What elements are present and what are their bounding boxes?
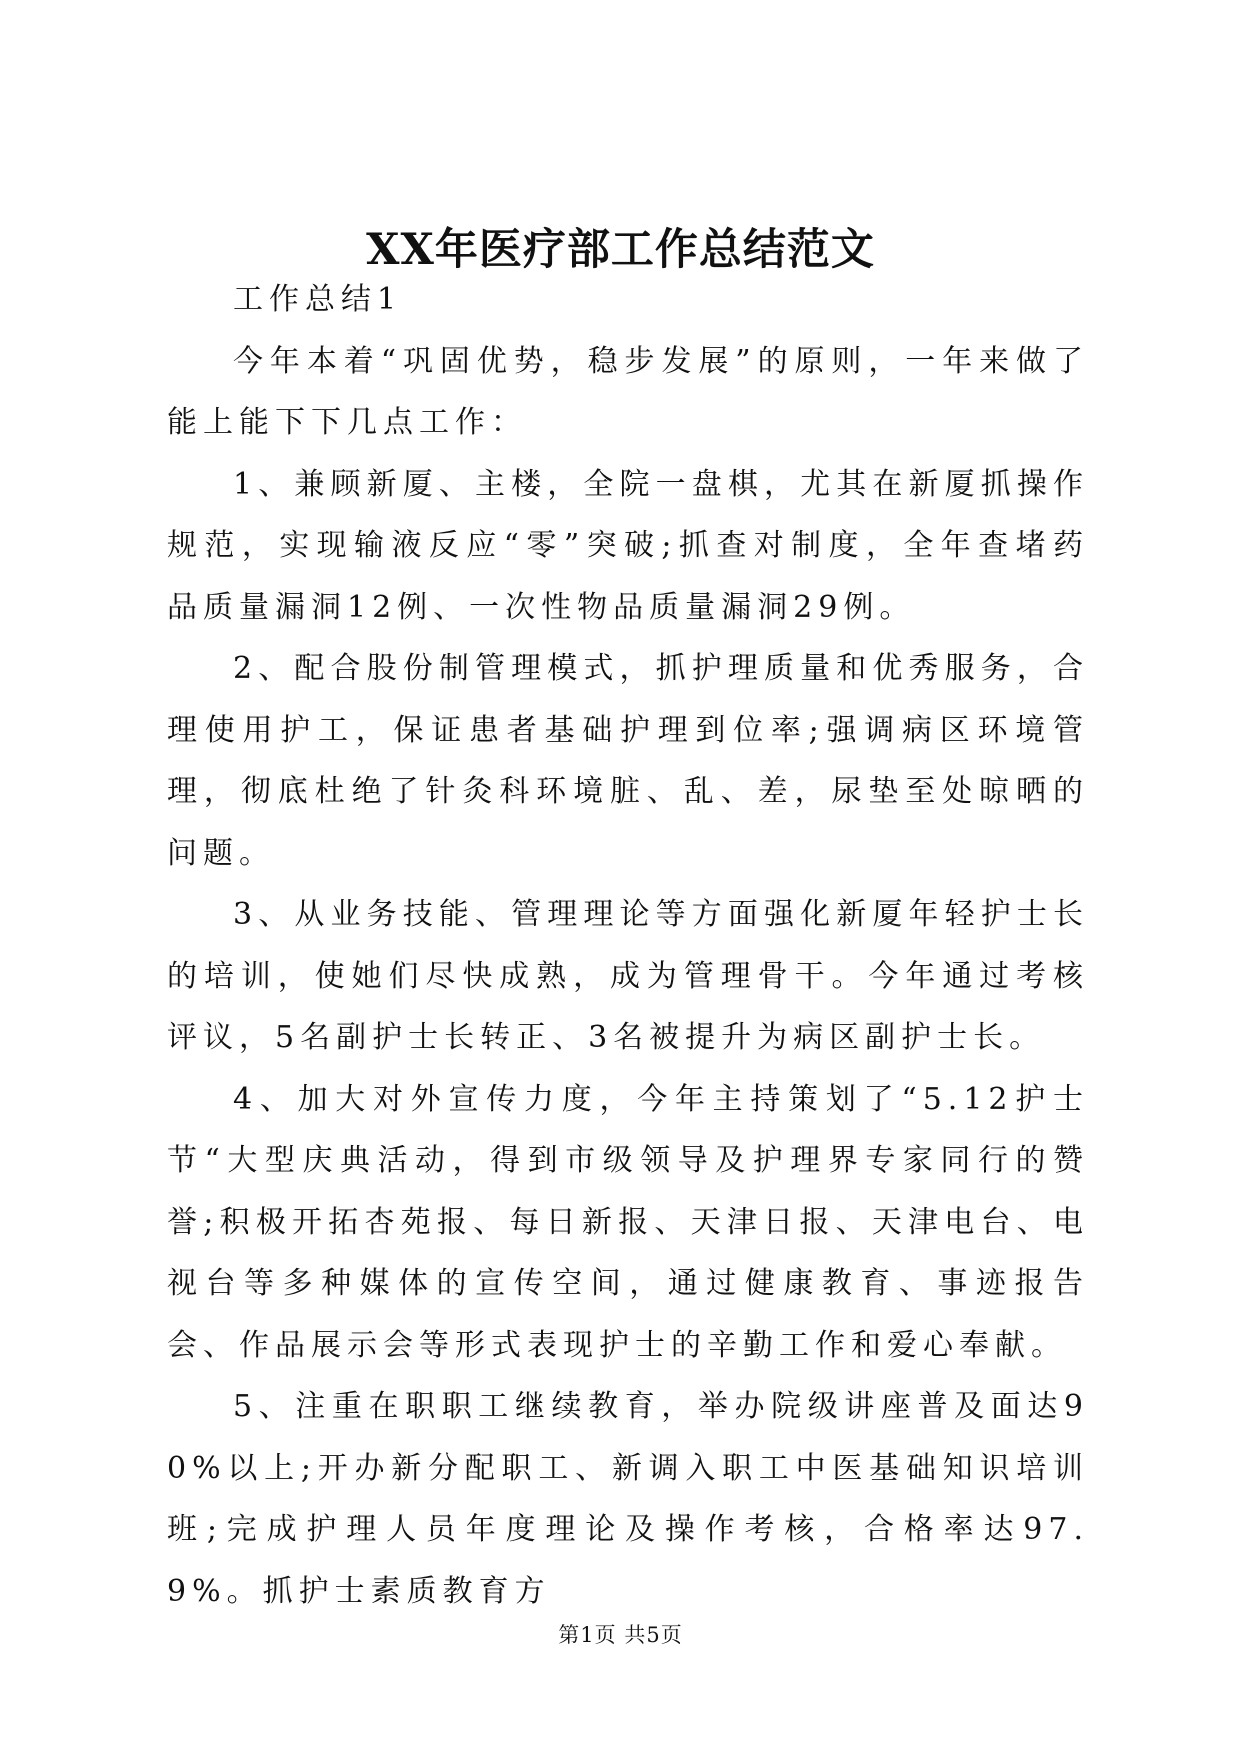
paragraph-item-4: 4、加大对外宣传力度，今年主持策划了“5.12护士节“大型庆典活动，得到市级领导及护理界专家同行的赞誉;积极开拓杏苑报、每日新报、天津日报、天津电台、电视台等多种媒体的宣传空间，通过健康教育、事迹报告会、作品展示会等形式表现护士的辛勤工作和爱心奉献。 [167, 1081, 1089, 1363]
paragraph-item-2: 2、配合股份制管理模式，抓护理质量和优秀服务，合理使用护工，保证患者基础护理到位率;强调病区环境管理，彻底杜绝了针灸科环境脏、乱、差，尿垫至处晾晒的问题。 [167, 651, 1089, 871]
paragraph-intro: 今年本着“巩固优势，稳步发展”的原则，一年来做了能上能下下几点工作： [167, 343, 1089, 440]
paragraph-item-3: 3、从业务技能、管理理论等方面强化新厦年轻护士长的培训，使她们尽快成熟，成为管理骨干。今年通过考核评议，5名副护士长转正、3名被提升为病区副护士长。 [167, 897, 1089, 1055]
document-body [167, 269, 1089, 1622]
paragraph-item-5: 5、注重在职职工继续教育，举办院级讲座普及面达90%以上;开办新分配职工、新调入职工中医基础知识培训班;完成护理人员年度理论及操作考核，合格率达97.9%。抓护士素质教育方 [167, 1389, 1089, 1609]
section-heading: 工作总结1 [233, 282, 403, 317]
page-number-footer: 第1页 共5页 [558, 1623, 683, 1647]
document-title: XX年医疗部工作总结范文 [366, 225, 875, 275]
paragraph-item-1: 1、兼顾新厦、主楼，全院一盘棋，尤其在新厦抓操作规范，实现输液反应“零”突破;抓查对制度，全年查堵药品质量漏洞12例、一次性物品质量漏洞29例。 [167, 466, 1089, 625]
